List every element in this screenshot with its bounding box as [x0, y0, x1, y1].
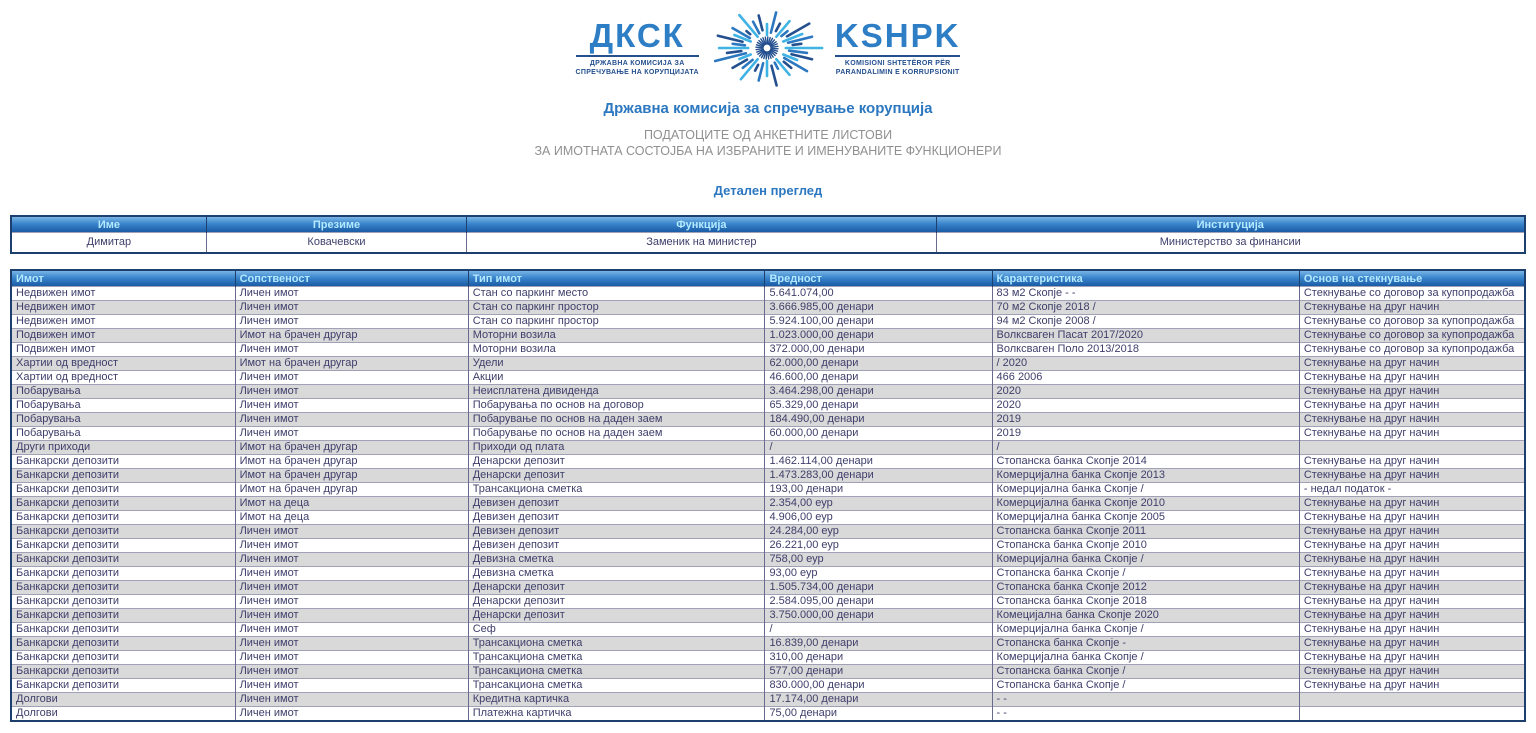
table-row [11, 707, 1525, 722]
table-cell: Стекнување на друг начин [1299, 665, 1525, 679]
table-cell: Личен имот [235, 315, 468, 329]
table-cell: Личен имот [235, 693, 468, 707]
table-row [11, 693, 1525, 707]
table-cell: Банкарски депозити [11, 665, 235, 679]
table-cell: 94 м2 Скопје 2008 / [992, 315, 1299, 329]
table-cell: Побарување по основ на даден заем [468, 427, 765, 441]
table-cell: Имот на деца [235, 511, 468, 525]
table-cell: Трансакциона сметка [468, 679, 765, 693]
table-cell: Трансакциона сметка [468, 637, 765, 651]
table-cell: Банкарски депозити [11, 609, 235, 623]
table-row [11, 567, 1525, 581]
table-row [11, 399, 1525, 413]
table-cell: Стопанска банка Скопје 2018 [992, 595, 1299, 609]
table-cell: Стекнување на друг начин [1299, 385, 1525, 399]
table-cell: Стекнување на друг начин [1299, 581, 1525, 595]
column-header: Основ на стекнување [1299, 270, 1525, 287]
section-title: Детален преглед [713, 183, 823, 199]
table-cell: Стопанска банка Скопје / [992, 679, 1299, 693]
table-cell: Стекнување на друг начин [1299, 525, 1525, 539]
table-cell: Стекнување на друг начин [1299, 623, 1525, 637]
table-cell [1299, 693, 1525, 707]
table-cell: 2019 [992, 413, 1299, 427]
table-cell: Банкарски депозити [11, 539, 235, 553]
table-cell: 1.505.734,00 денари [765, 581, 992, 595]
table-cell: Стекнување со договор за купопродажба [1299, 329, 1525, 343]
person-table [10, 215, 1526, 254]
subtitle-line2: ЗА ИМОТНАТА СОСТОЈБА НА ИЗБРАНИТЕ И ИМЕНУВАНИТЕ ФУНКЦИОНЕРИ [534, 143, 1002, 158]
table-cell: Удели [468, 357, 765, 371]
table-cell: Банкарски депозити [11, 483, 235, 497]
table-cell: Личен имот [235, 679, 468, 693]
table-cell: Личен имот [235, 371, 468, 385]
table-cell: Побарување по основ на даден заем [468, 413, 765, 427]
table-cell: Комецијална банка Скопје 2020 [992, 609, 1299, 623]
table-cell: Стекнување на друг начин [1299, 497, 1525, 511]
table-cell [1299, 441, 1525, 455]
table-cell: Стопанска банка Скопје 2012 [992, 581, 1299, 595]
table-row [11, 665, 1525, 679]
table-cell: 62.000,00 денари [765, 357, 992, 371]
table-cell: Трансакциона сметка [468, 665, 765, 679]
assets-table [10, 269, 1526, 722]
table-cell: Банкарски депозити [11, 497, 235, 511]
table-cell: 2.584.095,00 денари [765, 595, 992, 609]
table-cell: Платежна картичка [468, 707, 765, 722]
column-header: Презиме [206, 216, 466, 233]
table-cell: Личен имот [235, 287, 468, 301]
column-header: Функција [467, 216, 936, 233]
org-title: Државна комисија за спречување корупција [603, 100, 933, 117]
table-cell: Стекнување на друг начин [1299, 651, 1525, 665]
table-cell: Побарувања [11, 399, 235, 413]
table-cell: 372.000,00 денари [765, 343, 992, 357]
table-cell: 1.473.283,00 денари [765, 469, 992, 483]
logo-mk-block [575, 16, 699, 77]
table-cell: Акции [468, 371, 765, 385]
table-cell: Стекнување на друг начин [1299, 371, 1525, 385]
table-cell: 577,00 денари [765, 665, 992, 679]
table-row [11, 553, 1525, 567]
table-row [11, 233, 1525, 254]
logo-subtext-sq [835, 59, 961, 77]
logo-sq-block [834, 16, 961, 77]
table-cell: Денарски депозит [468, 595, 765, 609]
table-cell: Денарски депозит [468, 469, 765, 483]
table-cell: Подвижен имот [11, 343, 235, 357]
logo-rule-sq [835, 55, 961, 57]
table-row [11, 581, 1525, 595]
table-cell: Девизен депозит [468, 497, 765, 511]
table-cell: 2.354,00 еур [765, 497, 992, 511]
table-cell: Други приходи [11, 441, 235, 455]
logo-subtext-sq-line2: PARANDALIMIN E KORRUPSIONIT [835, 69, 960, 76]
table-cell: / [765, 441, 992, 455]
table-cell: Банкарски депозити [11, 511, 235, 525]
table-cell: Стопанска банка Скопје / [992, 567, 1299, 581]
table-cell: Недвижен имот [11, 287, 235, 301]
table-cell: Комерцијална банка Скопје / [992, 623, 1299, 637]
table-cell: Личен имот [235, 525, 468, 539]
table-cell: Девизен депозит [468, 525, 765, 539]
table-cell: Личен имот [235, 301, 468, 315]
table-cell: Моторни возила [468, 343, 765, 357]
table-cell: Девизен депозит [468, 539, 765, 553]
table-cell: Банкарски депозити [11, 469, 235, 483]
logo-acronym-mk: ДКСК [589, 16, 685, 54]
table-cell: Стекнување на друг начин [1299, 679, 1525, 693]
table-cell: 26.221,00 еур [765, 539, 992, 553]
table-cell: Стекнување на друг начин [1299, 427, 1525, 441]
table-row [11, 497, 1525, 511]
logo-acronym-sq: KSHPK [834, 16, 961, 54]
column-header: Институција [936, 216, 1525, 233]
logo-subtext-mk-line1: ДРЖАВНА КОМИСИЈА ЗА [589, 59, 685, 67]
table-row [11, 525, 1525, 539]
table-cell: Имот на брачен другар [235, 329, 468, 343]
table-row [11, 637, 1525, 651]
table-cell: - недал податок - [1299, 483, 1525, 497]
table-cell: Банкарски депозити [11, 623, 235, 637]
table-cell: Личен имот [235, 553, 468, 567]
page-subtitle [0, 128, 1536, 159]
table-cell: Побарувања [11, 413, 235, 427]
table-cell: 65.329,00 денари [765, 399, 992, 413]
table-cell: Подвижен имот [11, 329, 235, 343]
table-cell: Волксваген Пасат 2017/2020 [992, 329, 1299, 343]
table-row [11, 287, 1525, 301]
logo-rule-mk [576, 55, 699, 57]
table-cell: 4.906,00 еур [765, 511, 992, 525]
table-cell: Комерцијална банка Скопје / [992, 483, 1299, 497]
table-cell: Министерство за финансии [936, 233, 1525, 254]
table-cell: Стекнување на друг начин [1299, 609, 1525, 623]
table-cell: 93,00 еур [765, 567, 992, 581]
table-row [11, 385, 1525, 399]
table-cell: Долгови [11, 693, 235, 707]
table-cell: Личен имот [235, 595, 468, 609]
table-cell: Стекнување на друг начин [1299, 567, 1525, 581]
table-cell: Хартии од вредност [11, 357, 235, 371]
table-cell: 75,00 денари [765, 707, 992, 722]
table-cell: Стекнување на друг начин [1299, 637, 1525, 651]
table-cell: Стекнување на друг начин [1299, 455, 1525, 469]
column-header: Сопственост [235, 270, 468, 287]
table-cell: Побарувања [11, 427, 235, 441]
table-row [11, 301, 1525, 315]
table-cell: Стопанска банка Скопје - [992, 637, 1299, 651]
table-cell: Заменик на министер [467, 233, 936, 254]
table-cell: Стекнување со договор за купопродажба [1299, 343, 1525, 357]
table-cell: 46.600,00 денари [765, 371, 992, 385]
table-cell: Трансакциона сметка [468, 483, 765, 497]
table-cell: Денарски депозит [468, 455, 765, 469]
table-cell: 3.750.000,00 денари [765, 609, 992, 623]
table-cell: Личен имот [235, 707, 468, 722]
table-cell: Стекнување на друг начин [1299, 539, 1525, 553]
table-cell: Личен имот [235, 567, 468, 581]
table-cell: Стекнување со договор за купопродажба [1299, 287, 1525, 301]
table-cell: Димитар [11, 233, 206, 254]
table-cell: Имот на брачен другар [235, 469, 468, 483]
table-cell: 1.023.000,00 денари [765, 329, 992, 343]
table-row [11, 469, 1525, 483]
table-cell: Комерцијална банка Скопје 2010 [992, 497, 1299, 511]
table-cell: 60.000,00 денари [765, 427, 992, 441]
table-cell: Ковачевски [206, 233, 466, 254]
table-cell: Комерцијална банка Скопје 2013 [992, 469, 1299, 483]
table-cell: Стекнување со договор за купопродажба [1299, 315, 1525, 329]
table-cell [1299, 707, 1525, 722]
table-cell: Стекнување на друг начин [1299, 469, 1525, 483]
starburst-icon [703, 5, 831, 91]
table-cell: 3.464.298,00 денари [765, 385, 992, 399]
table-cell: 70 м2 Скопје 2018 / [992, 301, 1299, 315]
column-header: Вредност [765, 270, 992, 287]
table-row [11, 539, 1525, 553]
table-cell: Банкарски депозити [11, 637, 235, 651]
table-cell: Побарувања по основ на договор [468, 399, 765, 413]
table-cell: Сеф [468, 623, 765, 637]
table-cell: 83 м2 Скопје - - [992, 287, 1299, 301]
table-row [11, 329, 1525, 343]
table-cell: Банкарски депозити [11, 553, 235, 567]
table-cell: 310,00 денари [765, 651, 992, 665]
table-cell: Девизна сметка [468, 553, 765, 567]
table-cell: Личен имот [235, 581, 468, 595]
table-cell: 5.924.100,00 денари [765, 315, 992, 329]
table-cell: Личен имот [235, 539, 468, 553]
table-cell: Моторни возила [468, 329, 765, 343]
table-cell: Стекнување на друг начин [1299, 357, 1525, 371]
table-row [11, 679, 1525, 693]
table-cell: Личен имот [235, 665, 468, 679]
logo [0, 0, 1536, 91]
table-cell: 1.462.114,00 денари [765, 455, 992, 469]
table-cell: Кредитна картичка [468, 693, 765, 707]
table-cell: Имот на брачен другар [235, 357, 468, 371]
table-cell: 24.284,00 еур [765, 525, 992, 539]
column-header: Тип имот [468, 270, 765, 287]
table-cell: Долгови [11, 707, 235, 722]
table-row [11, 455, 1525, 469]
table-row [11, 483, 1525, 497]
logo-subtext-mk [576, 59, 699, 77]
table-cell: 758,00 еур [765, 553, 992, 567]
table-cell: Хартии од вредност [11, 371, 235, 385]
table-cell: Стан со паркинг простор [468, 301, 765, 315]
column-header: Имот [11, 270, 235, 287]
table-cell: Комерцијална банка Скопје / [992, 553, 1299, 567]
table-cell: Денарски депозит [468, 581, 765, 595]
table-cell: Стан со паркинг место [468, 287, 765, 301]
table-cell: 466 2006 [992, 371, 1299, 385]
table-row [11, 315, 1525, 329]
table-cell: Стекнување на друг начин [1299, 399, 1525, 413]
table-cell: 193,00 денари [765, 483, 992, 497]
table-cell: / [992, 441, 1299, 455]
table-cell: Неисплатена дивиденда [468, 385, 765, 399]
table-row [11, 343, 1525, 357]
table-cell: Имот на брачен другар [235, 483, 468, 497]
logo-subtext-sq-line1: KOMISIONI SHTETËROR PËR [844, 59, 951, 67]
table-cell: Девизна сметка [468, 567, 765, 581]
table-cell: Имот на брачен другар [235, 455, 468, 469]
table-cell: Личен имот [235, 427, 468, 441]
table-cell: Личен имот [235, 385, 468, 399]
table-cell: - - [992, 707, 1299, 722]
table-row [11, 357, 1525, 371]
table-cell: Банкарски депозити [11, 651, 235, 665]
table-cell: 184.490,00 денари [765, 413, 992, 427]
table-cell: 17.174,00 денари [765, 693, 992, 707]
table-cell: Личен имот [235, 399, 468, 413]
table-cell: Стекнување на друг начин [1299, 511, 1525, 525]
table-cell: Личен имот [235, 623, 468, 637]
table-cell: Стекнување на друг начин [1299, 595, 1525, 609]
table-cell: Имот на деца [235, 497, 468, 511]
table-cell: Личен имот [235, 637, 468, 651]
table-cell: Стекнување на друг начин [1299, 553, 1525, 567]
column-header: Име [11, 216, 206, 233]
table-cell: Стопанска банка Скопје 2011 [992, 525, 1299, 539]
header-row [11, 216, 1525, 233]
table-cell: Девизен депозит [468, 511, 765, 525]
table-row [11, 511, 1525, 525]
table-cell: Личен имот [235, 413, 468, 427]
table-cell: Имот на брачен другар [235, 441, 468, 455]
table-cell: Личен имот [235, 609, 468, 623]
table-cell: Недвижен имот [11, 315, 235, 329]
table-cell: 2020 [992, 385, 1299, 399]
table-row [11, 609, 1525, 623]
header-row [11, 270, 1525, 287]
table-cell: 2020 [992, 399, 1299, 413]
table-cell: Личен имот [235, 343, 468, 357]
table-cell: Банкарски депозити [11, 567, 235, 581]
table-cell: Стан со паркинг простор [468, 315, 765, 329]
table-cell: Комерцијална банка Скопје / [992, 651, 1299, 665]
table-row [11, 371, 1525, 385]
table-cell: Приходи од плата [468, 441, 765, 455]
table-cell: 2019 [992, 427, 1299, 441]
table-cell: Комерцијална банка Скопје 2005 [992, 511, 1299, 525]
table-cell: 3.666.985,00 денари [765, 301, 992, 315]
table-row [11, 623, 1525, 637]
table-cell: 5.641.074,00 [765, 287, 992, 301]
table-cell: Стекнување на друг начин [1299, 413, 1525, 427]
subtitle-line1: ПОДАТОЦИТЕ ОД АНКЕТНИТЕ ЛИСТОВИ [643, 128, 893, 142]
column-header: Карактеристика [992, 270, 1299, 287]
table-row [11, 595, 1525, 609]
table-cell: / [765, 623, 992, 637]
table-cell: Банкарски депозити [11, 581, 235, 595]
table-row [11, 413, 1525, 427]
table-cell: Волксваген Поло 2013/2018 [992, 343, 1299, 357]
table-cell: Трансакциона сметка [468, 651, 765, 665]
table-cell: Банкарски депозити [11, 679, 235, 693]
table-row [11, 427, 1525, 441]
table-cell: 16.839,00 денари [765, 637, 992, 651]
table-cell: Недвижен имот [11, 301, 235, 315]
table-cell: Банкарски депозити [11, 455, 235, 469]
table-row [11, 441, 1525, 455]
table-cell: Побарувања [11, 385, 235, 399]
table-cell: Стопанска банка Скопје / [992, 665, 1299, 679]
table-cell: 830.000,00 денари [765, 679, 992, 693]
logo-subtext-mk-line2: СПРЕЧУВАЊЕ НА КОРУПЦИЈАТА [575, 69, 699, 76]
table-cell: Стекнување на друг начин [1299, 301, 1525, 315]
table-cell: Банкарски депозити [11, 525, 235, 539]
table-cell: Стопанска банка Скопје 2010 [992, 539, 1299, 553]
table-cell: Стопанска банка Скопје 2014 [992, 455, 1299, 469]
table-cell: - - [992, 693, 1299, 707]
table-cell: / 2020 [992, 357, 1299, 371]
table-cell: Банкарски депозити [11, 595, 235, 609]
table-cell: Денарски депозит [468, 609, 765, 623]
table-row [11, 651, 1525, 665]
table-cell: Личен имот [235, 651, 468, 665]
